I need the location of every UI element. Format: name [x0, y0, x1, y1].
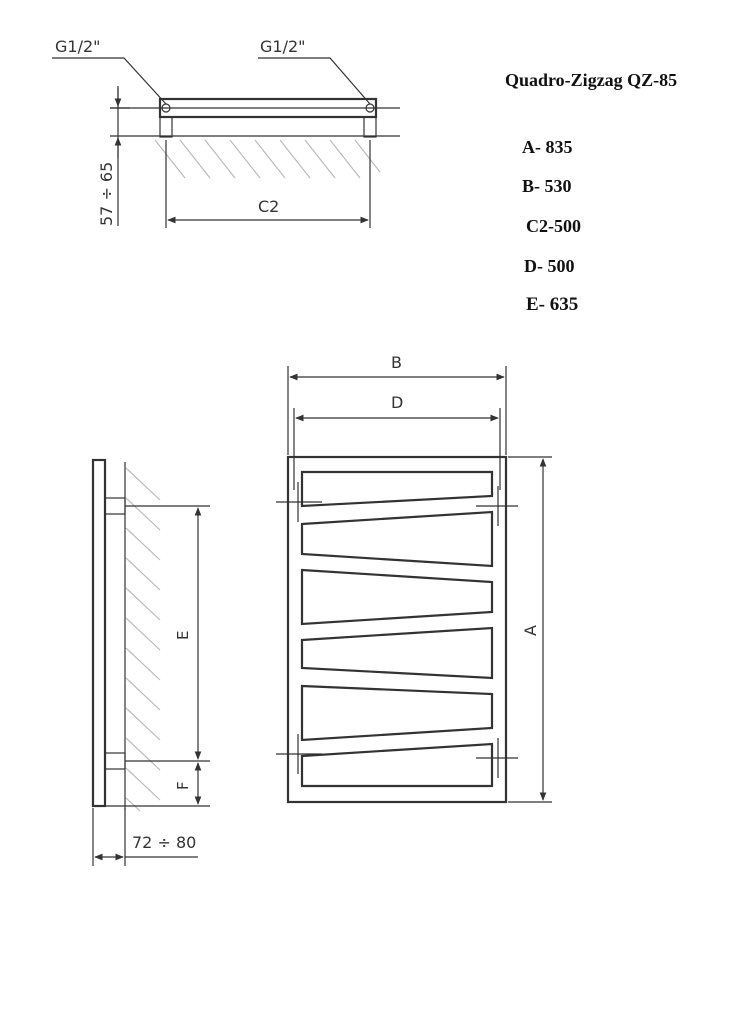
side-view	[93, 460, 210, 866]
spec-a: A- 835	[522, 137, 573, 157]
zigzag-slot-3	[302, 570, 492, 624]
spec-c2: C2-500	[526, 216, 581, 236]
zigzag-slot-2	[302, 512, 492, 566]
front-view	[276, 353, 552, 802]
dim-f-label: F	[174, 781, 192, 790]
c2-label: C2	[258, 197, 280, 216]
spec-d: D- 500	[524, 256, 575, 276]
connection-label-left: G1/2"	[55, 37, 101, 56]
bracket-top	[105, 498, 125, 514]
dim-d-label: D	[391, 393, 404, 412]
zigzag-slot-5	[302, 686, 492, 740]
spec-e: E- 635	[526, 294, 579, 315]
zigzag-slot-6	[302, 744, 492, 786]
dim-a-label: A	[521, 625, 540, 636]
wall-hatch-top	[155, 140, 380, 178]
connection-label-right: G1/2"	[260, 37, 306, 56]
dim-b-label: B	[391, 353, 402, 372]
spec-panel	[505, 70, 677, 315]
zigzag-slot-1	[302, 472, 492, 506]
bracket-bottom	[105, 753, 125, 769]
product-title: Quadro-Zigzag QZ-85	[505, 70, 678, 90]
wall-hatch-side	[126, 468, 160, 811]
zigzag-slot-4	[302, 628, 492, 678]
depth-range-label: 72 ÷ 80	[132, 833, 197, 852]
top-view	[52, 37, 400, 228]
height-range-label: 57 ÷ 65	[97, 161, 116, 226]
radiator-side-profile	[93, 460, 105, 806]
dim-e-label: E	[174, 630, 192, 640]
spec-b: B- 530	[522, 176, 572, 196]
